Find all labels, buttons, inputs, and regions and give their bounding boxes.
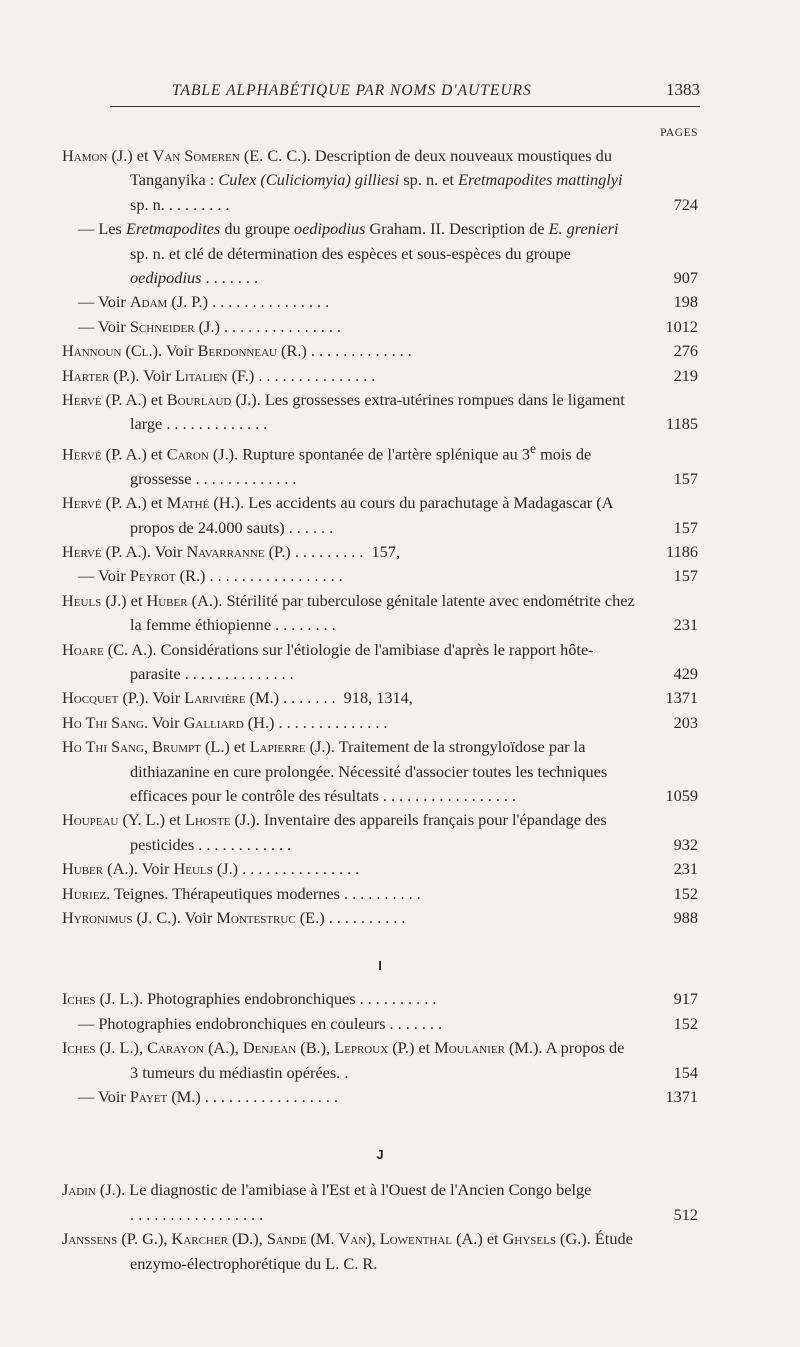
index-entry: [62, 589, 698, 638]
entry-text: Heuls (J.) et Huber (A.). Stérilité par tuberculose génitale latente avec endométrite chez la femme éthiopienne ........: [62, 590, 635, 635]
index-entry: [62, 808, 698, 857]
section-letter-i: I: [378, 958, 382, 974]
entry-page-ref: 154: [673, 1062, 698, 1082]
index-entry: [62, 217, 698, 290]
index-entry: [62, 1178, 698, 1227]
index-entry: [62, 144, 698, 217]
entry-page-ref: 157: [673, 468, 698, 488]
entry-text: Jadin (J.). Le diagnostic de l'amibiase à l'Est et à l'Ouest de l'Ancien Congo belge .................: [62, 1180, 592, 1224]
entry-text: Hervé (P. A.) et Bourlaud (J.). Les grossesses extra-utérines rompues dans le ligament large .............: [62, 390, 625, 434]
entry-text: Janssens (P. G.), Karcher (D.), Sande (M. Van), Lowenthal (A.) et Ghysels (G.). Étude enzymo-électrophorétique du L. C. R.: [62, 1229, 633, 1273]
entry-text: Houpeau (Y. L.) et Lhoste (J.). Inventaire des appareils français pour l'épandage des pesticides ............: [62, 810, 607, 854]
index-entry: [62, 1227, 698, 1276]
entry-text: Hamon (J.) et Van Someren (E. C. C.). Description de deux nouveaux moustiques du Tanganyika : Culex (Culiciomyia) gilliesi sp. n. et Eretmapodites mattinglyi sp. n. ........: [62, 146, 623, 214]
index-entry: [62, 857, 698, 881]
index-entry: [62, 437, 698, 491]
entry-text: — Voir Adam (J. P.) ...............: [78, 292, 334, 312]
entry-page-ref: 512: [673, 1204, 698, 1224]
running-head: [110, 80, 700, 107]
entry-page-ref: 203: [673, 712, 698, 732]
entry-page-ref: 988: [673, 908, 698, 928]
index-entry: [62, 735, 698, 808]
entry-text: — Voir Schneider (J.) ...............: [78, 316, 345, 336]
entry-text: Hervé (P. A.) et Mathé (H.). Les accidents au cours du parachutage à Madagascar (A propos de 24.000 sauts) ......: [62, 493, 613, 537]
entry-text: — Photographies endobronchiques en couleurs .......: [78, 1013, 447, 1033]
page-number: 1383: [666, 80, 700, 99]
index-entry: [62, 711, 698, 735]
index-entry: [62, 1085, 698, 1109]
entry-text: Hervé (P. A.). Voir Navarranne (P.) ......... 157,: [62, 541, 401, 561]
entry-text: Hocquet (P.). Voir Larivière (M.) ....... 918, 1314,: [62, 688, 413, 708]
author-index-list: [62, 144, 698, 1276]
entry-page-ref: 152: [673, 883, 698, 903]
entry-page-ref: 1186: [666, 541, 698, 561]
index-entry: [62, 686, 698, 710]
index-entry: [62, 540, 698, 564]
running-title: TABLE ALPHABÉTIQUE PAR NOMS D'AUTEURS: [172, 82, 532, 99]
index-entry: [62, 882, 698, 906]
index-entry: [62, 364, 698, 388]
entry-text: Huber (A.). Voir Heuls (J.) ...............: [62, 859, 364, 879]
entry-page-ref: 231: [673, 615, 698, 635]
entry-page-ref: 1059: [665, 785, 698, 805]
entry-text: Harter (P.). Voir Litalien (F.) ...............: [62, 365, 380, 385]
entry-page-ref: 1012: [665, 316, 698, 336]
index-entry: [62, 339, 698, 363]
entry-page-ref: 1185: [666, 414, 698, 434]
index-entry: [62, 290, 698, 314]
entry-text: Iches (J. L.). Photographies endobronchiques ..........: [62, 989, 441, 1009]
entry-text: Huriez. Teignes. Thérapeutiques modernes ..........: [62, 883, 425, 903]
entry-page-ref: 231: [673, 859, 698, 879]
index-entry: [62, 315, 698, 339]
entry-text: — Voir Peyrot (R.) .................: [78, 566, 347, 586]
pages-column-label: PAGES: [660, 127, 698, 139]
entry-text: Ho Thi Sang, Brumpt (L.) et Lapierre (J.). Traitement de la strongyloïdose par la dithiazanine en cure prolongée. Nécessité d'associer toutes les techniques efficaces pour le contrôle des résultats .................: [62, 737, 608, 805]
entry-page-ref: 1371: [665, 688, 698, 708]
entry-page-ref: 152: [673, 1013, 698, 1033]
entry-text: Ho Thi Sang. Voir Galliard (H.) ..............: [62, 712, 392, 732]
index-entry: [62, 388, 698, 437]
entry-text: Hervé (P. A.) et Caron (J.). Rupture spontanée de l'artère splénique au 3e mois de grossesse .............: [62, 440, 592, 488]
entry-text: Hyronimus (J. C.). Voir Montestruc (E.) ..........: [62, 908, 410, 928]
entry-text: Hannoun (Cl.). Voir Berdonneau (R.) .............: [62, 341, 416, 361]
entry-text: Iches (J. L.), Carayon (A.), Denjean (B.), Leproux (P.) et Moulanier (M.). A propos de 3 tumeurs du médiastin opérées. .: [62, 1038, 625, 1082]
index-entry: [62, 491, 698, 540]
index-entry: [62, 1012, 698, 1036]
index-entry: [62, 564, 698, 588]
entry-page-ref: 932: [673, 834, 698, 854]
entry-page-ref: 219: [673, 365, 698, 385]
entry-page-ref: 917: [673, 989, 698, 1009]
entry-page-ref: 724: [673, 194, 698, 214]
entry-page-ref: 157: [673, 566, 698, 586]
entry-page-ref: 1371: [665, 1087, 698, 1107]
index-entry: [62, 987, 698, 1011]
entry-page-ref: 429: [673, 663, 698, 683]
section-letter-j: J: [376, 1147, 384, 1163]
entry-text: — Voir Payet (M.) .................: [78, 1087, 342, 1107]
entry-page-ref: 157: [673, 517, 698, 537]
index-entry: [62, 1036, 698, 1085]
entry-text: — Les Eretmapodites du groupe oedipodius Graham. II. Description de E. grenieri sp. n. et clé de détermination des espèces et sous-espèces du groupe oedipodius .......: [78, 219, 619, 288]
entry-page-ref: 276: [673, 341, 698, 361]
entry-page-ref: 198: [673, 292, 698, 312]
entry-page-ref: 907: [673, 268, 698, 288]
entry-text: Hoare (C. A.). Considérations sur l'étiologie de l'amibiase d'après le rapport hôte-parasite ..............: [62, 639, 594, 683]
index-entry: [62, 906, 698, 930]
index-entry: [62, 638, 698, 687]
